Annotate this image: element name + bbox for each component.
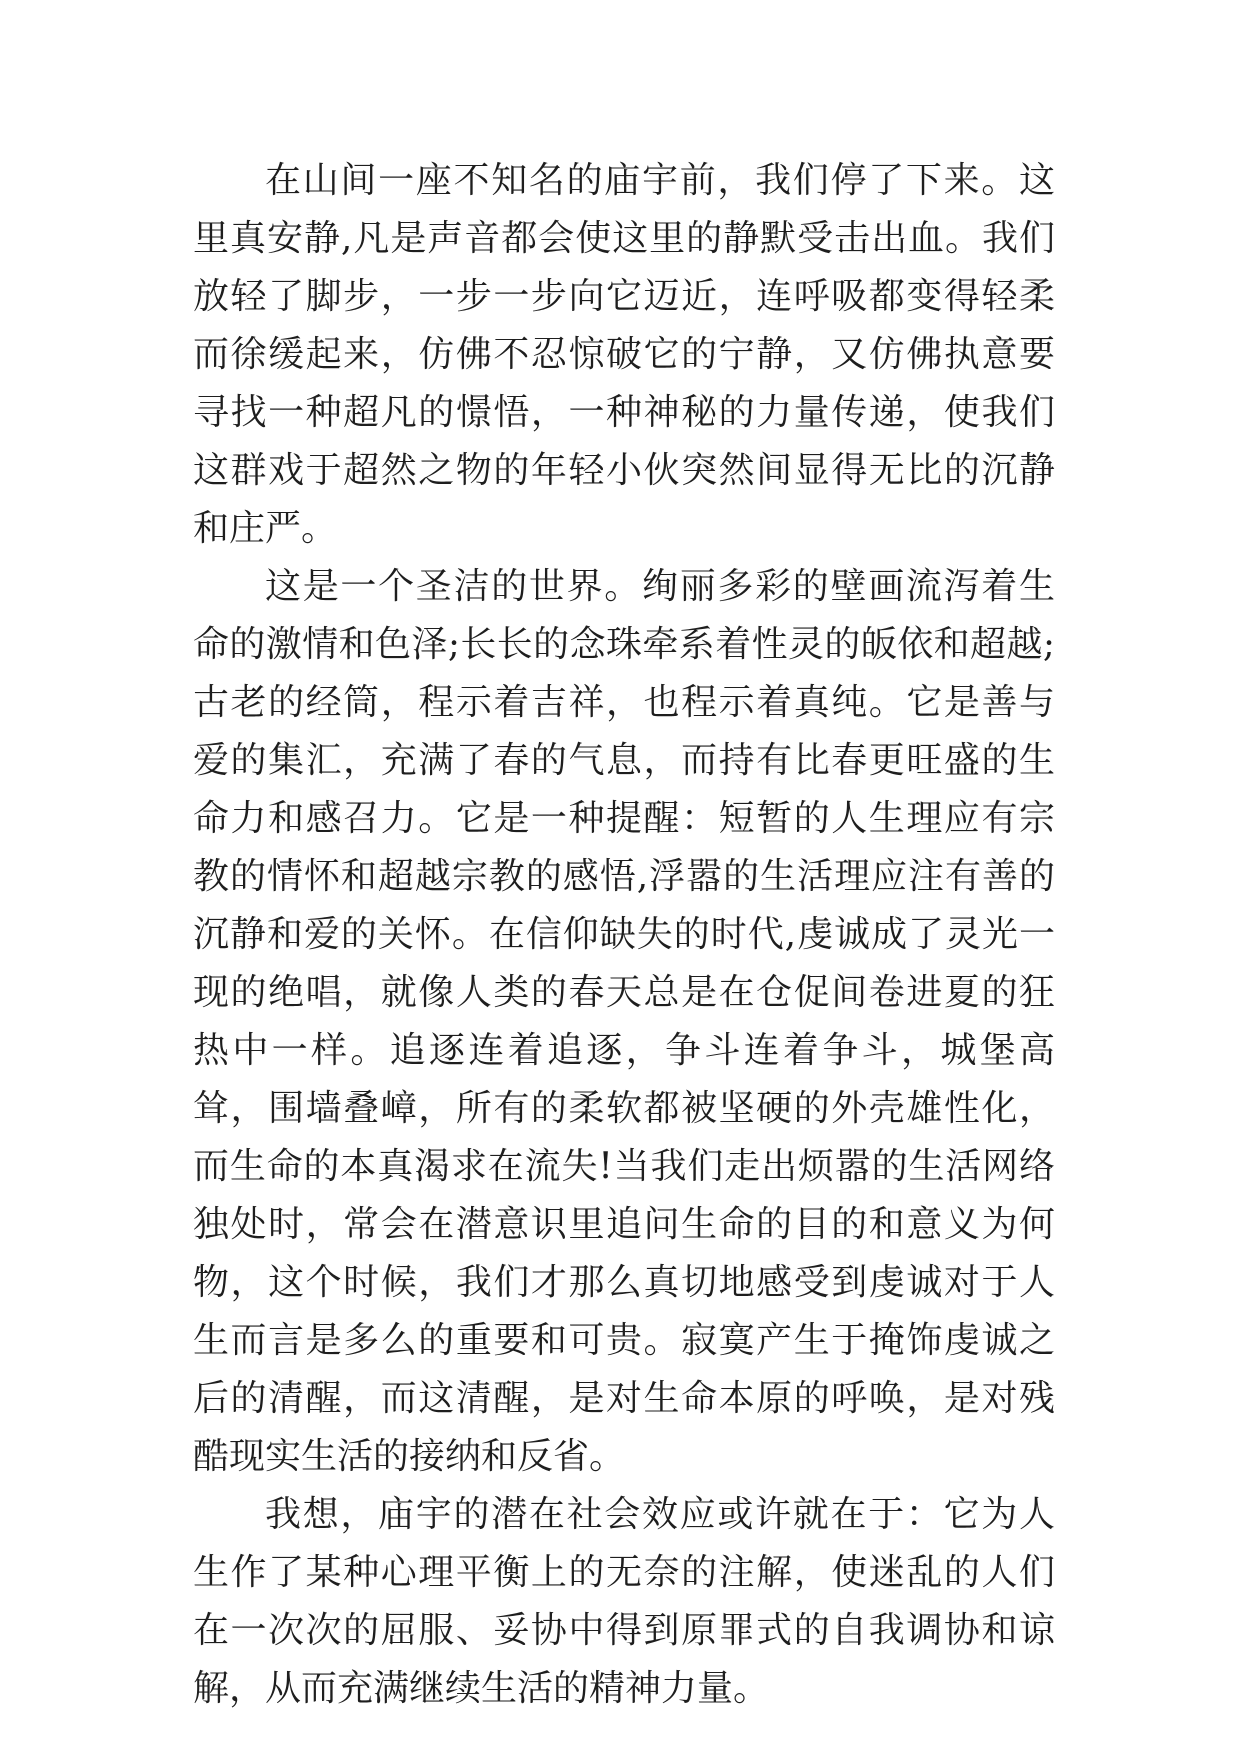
paragraph-3: 我想，庙宇的潜在社会效应或许就在于：它为人生作了某种心理平衡上的无奈的注解，使迷乱的人们在一次次的屈服、妥协中得到原罪式的自我调协和谅解，从而充满继续生活的精神力量。 (193, 1494, 1055, 1709)
article-body (193, 152, 1055, 1718)
paragraph-2: 这是一个圣洁的世界。绚丽多彩的壁画流泻着生命的激情和色泽;长长的念珠牵系着性灵的皈依和超越;古老的经筒，程示着吉祥，也程示着真纯。它是善与爱的集汇，充满了春的气息，而持有比春更旺盛的生命力和感召力。它是一种提醒：短暂的人生理应有宗教的情怀和超越宗教的感悟,浮嚣的生活理应注有善的沉静和爱的关怀。在信仰缺失的时代,虔诚成了灵光一现的绝唱，就像人类的春天总是在仓促间卷进夏的狂热中一样。追逐连着追逐，争斗连着争斗，城堡高耸，围墙叠嶂，所有的柔软都被坚硬的外壳雄性化，而生命的本真渴求在流失!当我们走出烦嚣的生活网络独处时，常会在潜意识里追问生命的目的和意义为何物，这个时候，我们才那么真切地感受到虔诚对于人生而言是多么的重要和可贵。寂寞产生于掩饰虔诚之后的清醒，而这清醒，是对生命本原的呼唤，是对残酷现实生活的接纳和反省。 (193, 566, 1055, 1477)
paragraph-1: 在山间一座不知名的庙宇前，我们停了下来。这里真安静,凡是声音都会使这里的静默受击出血。我们放轻了脚步，一步一步向它迈近，连呼吸都变得轻柔而徐缓起来，仿佛不忍惊破它的宁静，又仿佛执意要寻找一种超凡的憬悟，一种神秘的力量传递，使我们这群戏于超然之物的年轻小伙突然间显得无比的沉静和庄严。 (193, 160, 1055, 549)
